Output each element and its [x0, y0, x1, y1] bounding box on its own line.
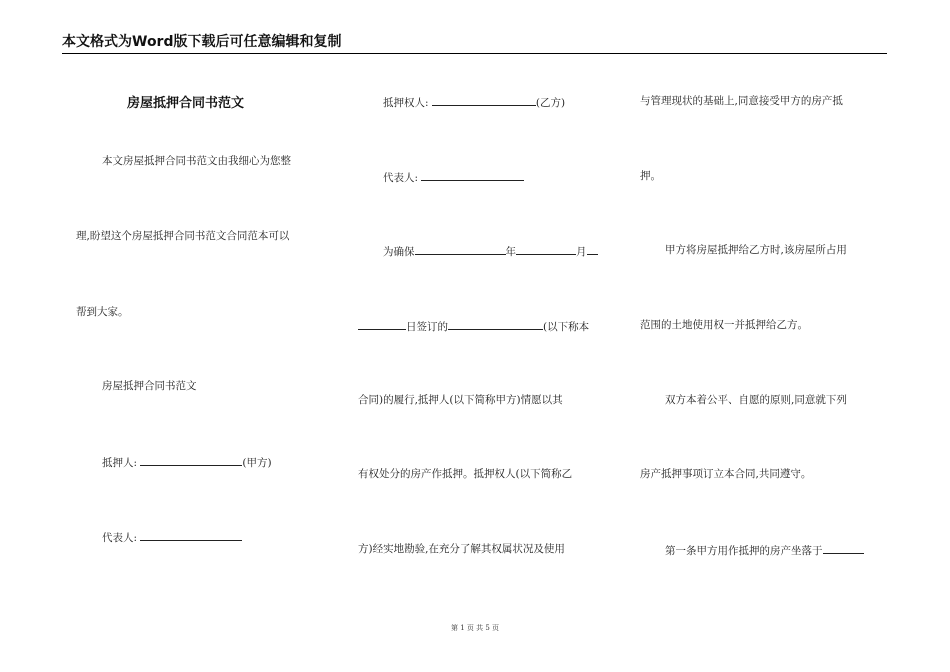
- ensure-blank-2: [516, 243, 576, 255]
- col3-para-line-1: 与管理现状的基础上,同意接受甲方的房产抵: [640, 95, 843, 107]
- year-label: 年: [505, 246, 516, 258]
- col2-ensure-line: [383, 243, 598, 259]
- hereinafter-label: (以下称本: [543, 321, 590, 333]
- col2-para-line-3: 方)经实地勘验,在充分了解其权属状况及使用: [358, 543, 565, 555]
- col2-rep-label: 代表人:: [383, 172, 419, 184]
- col2-signed-line: [358, 318, 589, 334]
- ensure-blank-1: [415, 243, 506, 255]
- mortgagor-suffix: (甲方): [242, 457, 272, 469]
- col3-para-line-7: [665, 542, 864, 558]
- col1-intro-line-1: 本文房屋抵押合同书范文由我细心为您整: [102, 155, 291, 167]
- day-signed: 日签订的: [406, 321, 448, 333]
- col3-para-line-4: 范围的土地使用权一并抵押给乙方。: [640, 319, 808, 331]
- col1-mortgagor-line: [102, 454, 272, 470]
- col3-para-line-6: 房产抵押事项订立本合同,共同遵守。: [640, 468, 812, 480]
- signed-blank-2: [448, 318, 543, 330]
- month-label: 月: [576, 246, 587, 258]
- page-footer: 第 1 页 共 5 页: [450, 624, 500, 632]
- document-title: 房屋抵押合同书范文: [127, 96, 245, 111]
- col1-rep-label: 代表人:: [102, 532, 138, 544]
- header-title: 本文格式为Word版下载后可任意编辑和复制: [62, 34, 342, 50]
- col3-para-line-5: 双方本着公平、自愿的原则,同意就下列: [665, 394, 847, 406]
- col3-para-line-3: 甲方将房屋抵押给乙方时,该房屋所占用: [665, 244, 847, 256]
- col2-rep-line: [383, 169, 524, 185]
- col1-rep-blank: [140, 529, 242, 541]
- col1-rep-line: [102, 529, 242, 545]
- mortgagee-label: 抵押权人:: [383, 97, 429, 109]
- mortgagee-blank: [432, 94, 536, 106]
- col2-para-line-1: 合同)的履行,抵押人(以下简称甲方)情愿以其: [358, 394, 563, 406]
- signed-blank-1: [358, 318, 406, 330]
- article-one-blank: [823, 542, 864, 554]
- document-header: [62, 33, 887, 54]
- col2-para-line-2: 有权处分的房产作抵押。抵押权人(以下简称乙: [358, 468, 573, 480]
- col2-mortgagee-line: [383, 94, 565, 110]
- ensure-blank-3: [587, 243, 598, 255]
- ensure-prefix: 为确保: [383, 246, 415, 258]
- col1-intro-line-2: 理,盼望这个房屋抵押合同书范文合同范本可以: [76, 230, 290, 242]
- article-one-text: 第一条甲方用作抵押的房产坐落于: [665, 545, 823, 557]
- col1-intro-line-3: 帮到大家。: [76, 306, 129, 318]
- mortgagee-suffix: (乙方): [535, 97, 566, 109]
- col2-rep-blank: [421, 169, 524, 181]
- mortgagor-blank: [140, 454, 242, 466]
- col3-para-line-2: 押。: [640, 170, 661, 182]
- mortgagor-label: 抵押人:: [102, 457, 138, 469]
- col1-subtitle: 房屋抵押合同书范文: [102, 380, 197, 392]
